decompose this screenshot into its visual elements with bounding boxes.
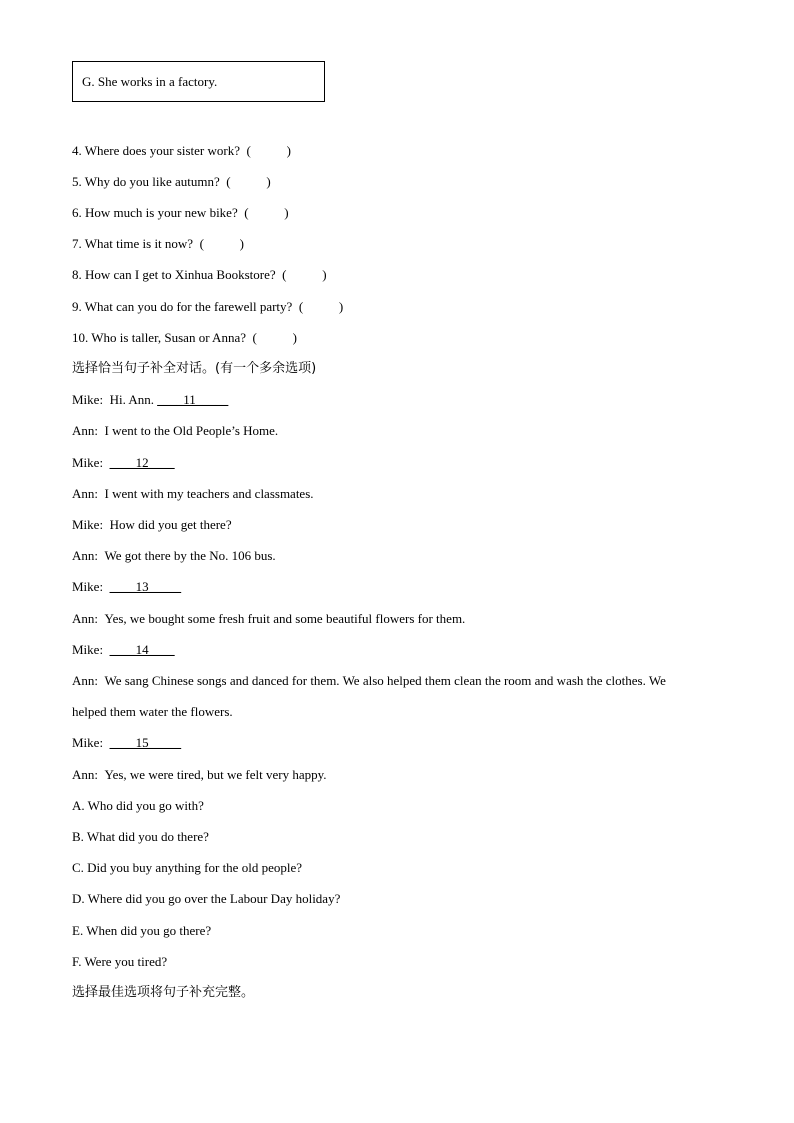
question-9: 9. What can you do for the farewell party? ( )	[72, 299, 344, 314]
answer-paren[interactable]: ( )	[244, 205, 289, 220]
dialogue-line: Mike: How did you get there?	[72, 517, 232, 532]
option-d: D. Where did you go over the Labour Day holiday?	[72, 891, 341, 906]
dialogue-line: Ann: We sang Chinese songs and danced for them. We also helped them clean the room and wash the clothes. We	[72, 673, 666, 688]
dialogue-line: Ann: We got there by the No. 106 bus.	[72, 548, 276, 563]
blank-15[interactable]: ____15_____	[109, 735, 182, 750]
dialogue-line: Ann: I went with my teachers and classmates.	[72, 486, 314, 501]
option-c: C. Did you buy anything for the old people?	[72, 860, 302, 875]
dialogue-line: Ann: I went to the Old People’s Home.	[72, 423, 279, 438]
option-f: F. Were you tired?	[72, 954, 168, 969]
answer-paren[interactable]: ( )	[226, 174, 271, 189]
question-5: 5. Why do you like autumn? ( )	[72, 174, 271, 189]
answer-paren[interactable]: ( )	[252, 330, 297, 345]
dialogue-line: Mike: ____15_____	[72, 735, 182, 750]
question-7: 7. What time is it now? ( )	[72, 236, 244, 251]
question-10: 10. Who is taller, Susan or Anna? ( )	[72, 330, 297, 345]
blank-14[interactable]: ____14____	[109, 642, 175, 657]
blank-12[interactable]: ____12____	[109, 455, 175, 470]
question-8: 8. How can I get to Xinhua Bookstore? ( )	[72, 267, 327, 282]
option-b: B. What did you do there?	[72, 829, 209, 844]
question-4: 4. Where does your sister work? ( )	[72, 143, 291, 158]
dialogue-line: Ann: Yes, we bought some fresh fruit and some beautiful flowers for them.	[72, 611, 466, 626]
dialogue-line: Mike: ____14____	[72, 642, 175, 657]
option-a: A. Who did you go with?	[72, 798, 204, 813]
answer-paren[interactable]: ( )	[282, 267, 327, 282]
option-e: E. When did you go there?	[72, 923, 212, 938]
blank-11[interactable]: ____11_____	[157, 392, 229, 407]
dialogue-line: Mike: Hi. Ann. ____11_____	[72, 392, 229, 407]
section-title-dialogue: 选择恰当句子补全对话。(有一个多余选项)	[72, 361, 317, 376]
section-title-completion: 选择最佳选项将句子补充完整。	[72, 985, 255, 1000]
dialogue-line: Mike: ____13_____	[72, 579, 182, 594]
option-box-g	[72, 61, 325, 102]
question-6: 6. How much is your new bike? ( )	[72, 205, 289, 220]
answer-paren[interactable]: ( )	[199, 236, 244, 251]
answer-paren[interactable]: ( )	[298, 299, 344, 314]
answer-paren[interactable]: ( )	[246, 143, 291, 158]
blank-13[interactable]: ____13_____	[109, 579, 182, 594]
dialogue-line: Mike: ____12____	[72, 455, 175, 470]
dialogue-line-continued: helped them water the flowers.	[72, 704, 233, 719]
option-g-text: G. She works in a factory.	[82, 73, 218, 89]
dialogue-line: Ann: Yes, we were tired, but we felt very happy.	[72, 767, 327, 782]
